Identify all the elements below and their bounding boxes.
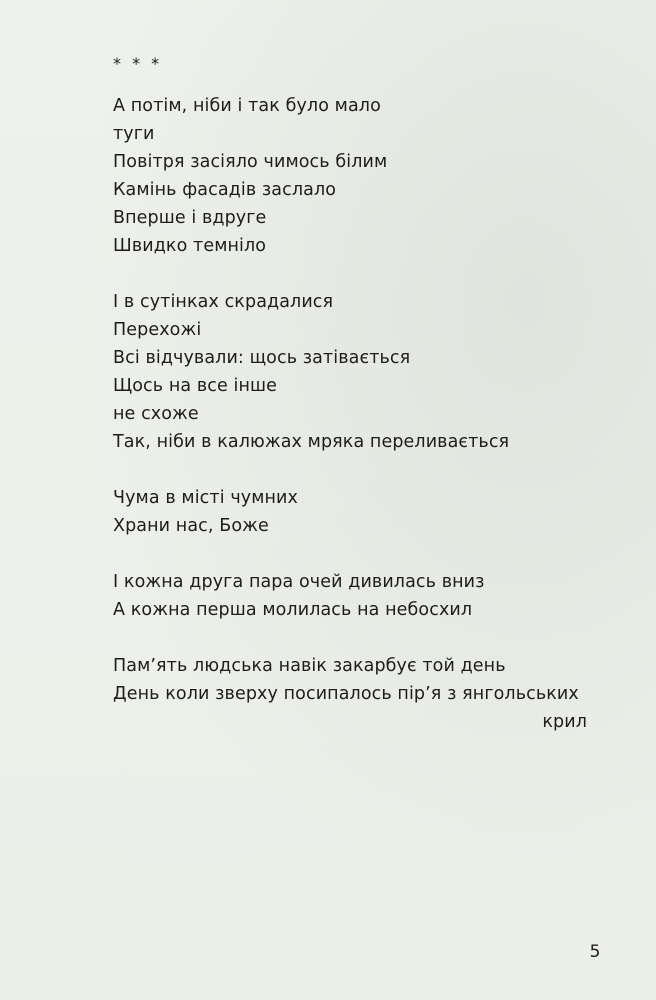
poem xyxy=(113,50,593,764)
poem-line: Камінь фасадів заслало xyxy=(113,180,337,200)
section-separator: * * * xyxy=(113,54,163,73)
poem-line: не схоже xyxy=(113,404,199,424)
poem-line: Щось на все інше xyxy=(113,376,278,396)
poem-line: Так, ніби в калюжах мряка переливається xyxy=(113,432,510,452)
poem-line: Пам’ять людська навік закарбує той день xyxy=(113,656,506,676)
poem-line: А потім, ніби і так було мало xyxy=(113,96,381,116)
poem-line: І в сутінках скрадалися xyxy=(113,292,334,312)
poem-line-continuation: крил xyxy=(542,712,587,732)
poem-line: Перехожі xyxy=(113,320,202,340)
poem-line: І кожна друга пара очей дивилась вниз xyxy=(113,572,485,592)
stanza xyxy=(113,652,593,736)
poem-line: Всі відчували: щось затівається xyxy=(113,348,411,368)
poem-line: Храни нас, Боже xyxy=(113,516,269,536)
poem-line: А кожна перша молилась на небосхил xyxy=(113,600,473,620)
poem-line: День коли зверху посипалось пір’я з янгольських xyxy=(113,684,579,704)
page-number: 5 xyxy=(589,942,601,962)
poem-line: Чума в місті чумних xyxy=(113,488,298,508)
poem-line: Вперше і вдруге xyxy=(113,208,267,228)
stanza xyxy=(113,568,593,624)
stanza xyxy=(113,92,593,260)
stanza xyxy=(113,484,593,540)
poem-line: Повітря засіяло чимось білим xyxy=(113,152,388,172)
poem-line: туги xyxy=(113,124,155,144)
stanza xyxy=(113,288,593,456)
poem-line: Швидко темніло xyxy=(113,236,267,256)
